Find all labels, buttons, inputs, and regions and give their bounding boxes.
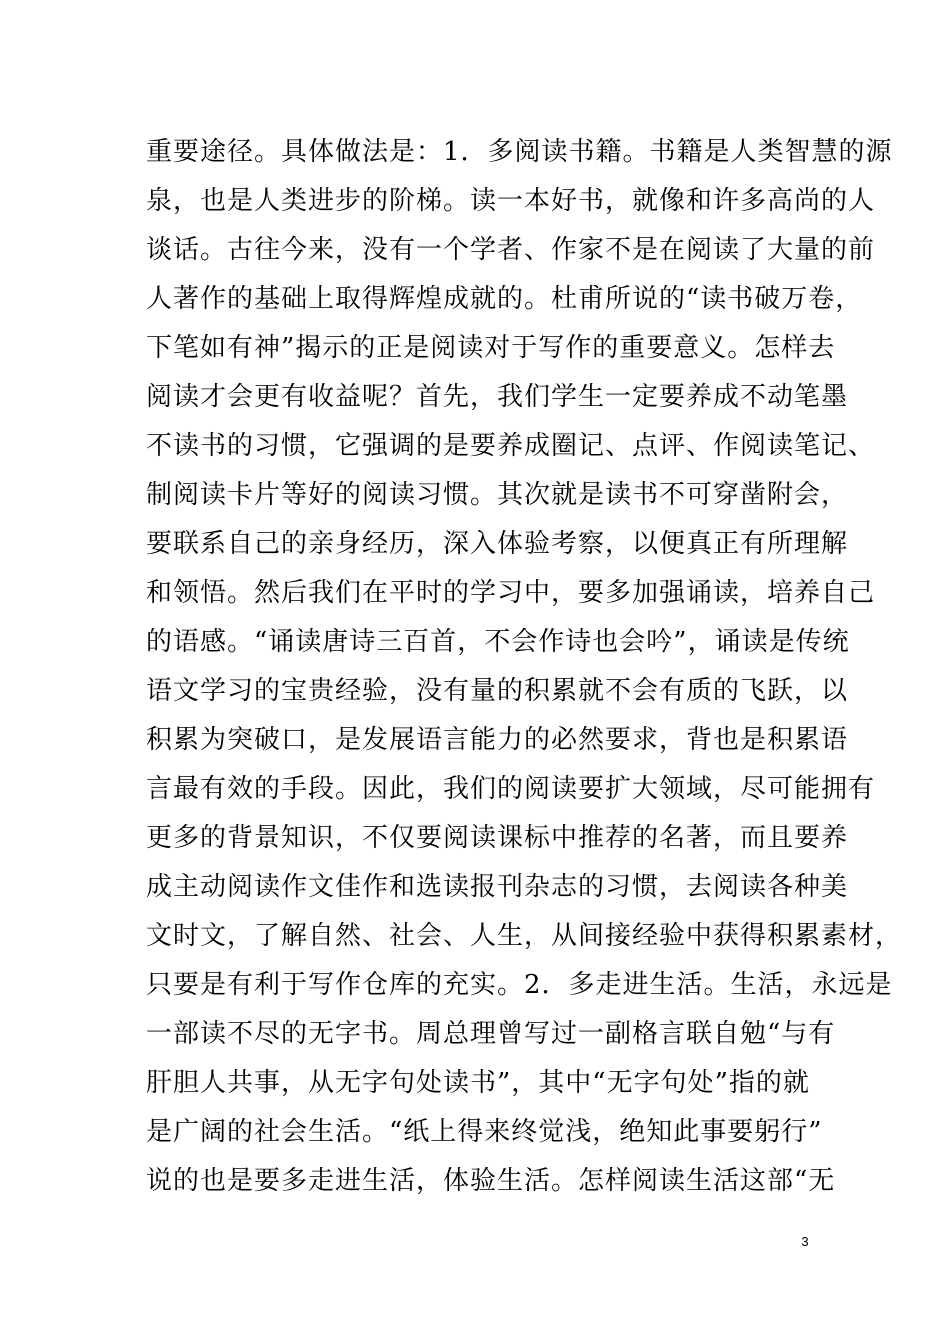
text-line: 下笔如有神”揭示的正是阅读对于写作的重要意义。怎样去 [146,333,836,363]
text-line: 是广阔的社会生活。“纸上得来终觉浅，绝知此事要躬行” [146,1117,823,1147]
text-line: 要联系自己的亲身经历，深入体验考察，以便真正有所理解 [146,529,849,559]
text-line: 人著作的基础上取得辉煌成就的。杜甫所说的“读书破万卷， [146,284,863,314]
text-line: 积累为突破口，是发展语言能力的必然要求，背也是积累语 [146,725,849,755]
text-line: 制阅读卡片等好的阅读习惯。其次就是读书不可穿凿附会， [146,480,849,510]
text-line: 言最有效的手段。因此，我们的阅读要扩大领域，尽可能拥有 [146,774,876,804]
text-line: 成主动阅读作文佳作和选读报刊杂志的习惯，去阅读各种美 [146,872,849,902]
text-line: 的语感。“诵读唐诗三百首，不会作诗也会吟”，诵读是传统 [146,627,850,657]
text-line: 语文学习的宝贵经验，没有量的积累就不会有质的飞跃，以 [146,676,849,706]
text-line: 重要途径。具体做法是：1．多阅读书籍。书籍是人类智慧的源 [146,137,893,167]
text-line: 和领悟。然后我们在平时的学习中，要多加强诵读，培养自己 [146,578,876,608]
text-line: 不读书的习惯，它强调的是要养成圈记、点评、作阅读笔记、 [146,431,876,461]
text-line: 说的也是要多走进生活，体验生活。怎样阅读生活这部“无 [146,1166,836,1196]
text-line: 文时文，了解自然、社会、人生，从间接经验中获得积累素材， [146,921,903,951]
text-line: 只要是有利于写作仓库的充实。2．多走进生活。生活，永远是 [146,970,893,1000]
text-line: 肝胆人共事，从无字句处读书”，其中“无字句处”指的就 [146,1068,810,1098]
text-line: 更多的背景知识，不仅要阅读课标中推荐的名著，而且要养 [146,823,849,853]
text-line: 阅读才会更有收益呢？首先，我们学生一定要养成不动笔墨 [146,382,849,412]
page-number: 3 [801,1234,809,1249]
text-line: 一部读不尽的无字书。周总理曾写过一副格言联自勉“与有 [146,1019,836,1049]
text-line: 泉，也是人类进步的阶梯。读一本好书，就像和许多高尚的人 [146,186,876,216]
body-text [146,128,903,1206]
text-line: 谈话。古往今来，没有一个学者、作家不是在阅读了大量的前 [146,235,876,265]
